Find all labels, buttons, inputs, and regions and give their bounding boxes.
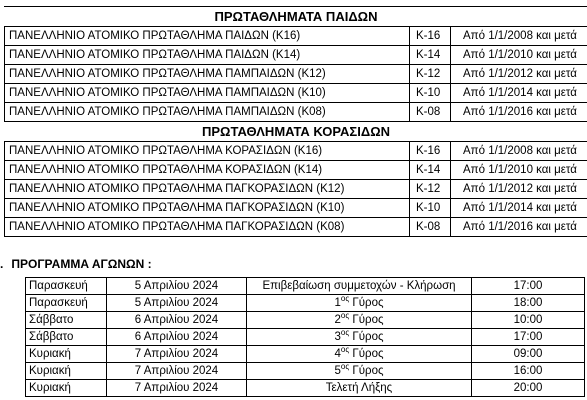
table-row <box>5 27 587 46</box>
schedule-day: Σάββατο <box>26 329 107 346</box>
category-code: Κ-14 <box>410 161 451 180</box>
championship-name: ΠΑΝΕΛΛΗΝΙΟ ΑΤΟΜΙΚΟ ΠΡΩΤΑΘΛΗΜΑ ΠΑΙΔΩΝ (Κ16) <box>5 27 410 46</box>
program-heading <box>0 257 152 271</box>
event-label: 2 <box>334 314 341 326</box>
schedule-date: 5 Απριλίου 2024 <box>107 278 247 295</box>
category-code: Κ-12 <box>410 65 451 84</box>
category-code: Κ-10 <box>410 84 451 103</box>
ordinal-suffix: ος <box>340 311 350 321</box>
birth-date-range: Από 1/1/2010 και μετά <box>451 161 587 180</box>
schedule-event <box>247 380 472 397</box>
schedule-time: 16:00 <box>472 363 585 380</box>
event-label: 5 <box>334 365 341 377</box>
schedule-time: 18:00 <box>472 295 585 312</box>
table-row <box>5 84 587 103</box>
schedule-event <box>247 295 472 312</box>
schedule-date: 5 Απριλίου 2024 <box>107 295 247 312</box>
event-label: Επιβεβαίωση συμμετοχών - Κλήρωση <box>262 280 456 292</box>
table-row <box>26 380 585 397</box>
event-label-rest: Γύρος <box>349 365 384 377</box>
schedule-time: 17:00 <box>472 278 585 295</box>
schedule-day: Κυριακή <box>26 380 107 397</box>
event-label-rest: Γύρος <box>349 331 384 343</box>
table-row <box>5 161 587 180</box>
schedule-day: Κυριακή <box>26 363 107 380</box>
championship-name: ΠΑΝΕΛΛΗΝΙΟ ΑΤΟΜΙΚΟ ΠΡΩΤΑΘΛΗΜΑ ΠΑΓΚΟΡΑΣΙΔΩΝ (Κ12) <box>5 180 410 199</box>
event-label-rest: Γύρος <box>349 314 384 326</box>
category-code: Κ-14 <box>410 46 451 65</box>
table-row <box>26 329 585 346</box>
birth-date-range: Από 1/1/2012 και μετά <box>451 65 587 84</box>
schedule-date: 6 Απριλίου 2024 <box>107 329 247 346</box>
championship-name: ΠΑΝΕΛΛΗΝΙΟ ΑΤΟΜΙΚΟ ΠΡΩΤΑΘΛΗΜΑ ΠΑΜΠΑΙΔΩΝ (Κ12) <box>5 65 410 84</box>
schedule-table <box>25 277 585 397</box>
table-row <box>26 312 585 329</box>
category-code: Κ-16 <box>410 27 451 46</box>
schedule-date: 6 Απριλίου 2024 <box>107 312 247 329</box>
schedule-event <box>247 312 472 329</box>
schedule-event <box>247 278 472 295</box>
category-code: Κ-08 <box>410 218 451 237</box>
table-row <box>5 46 587 65</box>
schedule-day: Κυριακή <box>26 346 107 363</box>
ordinal-suffix: ος <box>340 362 350 372</box>
birth-date-range: Από 1/1/2014 και μετά <box>451 199 587 218</box>
program-title: ΠΡΟΓΡΑΜΜΑ ΑΓΩΝΩΝ : <box>11 257 152 271</box>
event-label: 3 <box>334 331 341 343</box>
birth-date-range: Από 1/1/2008 και μετά <box>451 27 587 46</box>
category-code: Κ-16 <box>410 142 451 161</box>
table-row <box>5 65 587 84</box>
ordinal-suffix: ος <box>340 345 350 355</box>
championships-table <box>4 6 587 237</box>
schedule-event <box>247 329 472 346</box>
schedule-time: 10:00 <box>472 312 585 329</box>
category-code: Κ-10 <box>410 199 451 218</box>
ordinal-suffix: ος <box>340 328 350 338</box>
table-row <box>5 103 587 122</box>
schedule-event <box>247 363 472 380</box>
list-marker: . <box>0 257 4 271</box>
schedule-date: 7 Απριλίου 2024 <box>107 363 247 380</box>
event-label: 4 <box>334 348 341 360</box>
girls-section-header: ΠΡΩΤΑΘΛΗΜΑΤΑ ΚΟΡΑΣΙΔΩΝ <box>5 122 587 142</box>
birth-date-range: Από 1/1/2012 και μετά <box>451 180 587 199</box>
boys-section-header-row <box>5 7 587 27</box>
birth-date-range: Από 1/1/2016 και μετά <box>451 103 587 122</box>
table-row <box>5 142 587 161</box>
birth-date-range: Από 1/1/2010 και μετά <box>451 46 587 65</box>
girls-section-header-row <box>5 122 587 142</box>
schedule-time: 09:00 <box>472 346 585 363</box>
table-row <box>26 346 585 363</box>
birth-date-range: Από 1/1/2016 και μετά <box>451 218 587 237</box>
table-row <box>26 278 585 295</box>
championship-name: ΠΑΝΕΛΛΗΝΙΟ ΑΤΟΜΙΚΟ ΠΡΩΤΑΘΛΗΜΑ ΠΑΜΠΑΙΔΩΝ (Κ08) <box>5 103 410 122</box>
event-label-rest: Γύρος <box>349 348 384 360</box>
schedule-date: 7 Απριλίου 2024 <box>107 346 247 363</box>
schedule-day: Σάββατο <box>26 312 107 329</box>
schedule-time: 17:00 <box>472 329 585 346</box>
category-code: Κ-12 <box>410 180 451 199</box>
schedule-time: 20:00 <box>472 380 585 397</box>
table-row <box>26 363 585 380</box>
schedule-date: 7 Απριλίου 2024 <box>107 380 247 397</box>
table-row <box>5 218 587 237</box>
schedule-event <box>247 346 472 363</box>
table-row <box>26 295 585 312</box>
championship-name: ΠΑΝΕΛΛΗΝΙΟ ΑΤΟΜΙΚΟ ΠΡΩΤΑΘΛΗΜΑ ΚΟΡΑΣΙΔΩΝ (Κ16) <box>5 142 410 161</box>
schedule-day: Παρασκευή <box>26 295 107 312</box>
championship-name: ΠΑΝΕΛΛΗΝΙΟ ΑΤΟΜΙΚΟ ΠΡΩΤΑΘΛΗΜΑ ΚΟΡΑΣΙΔΩΝ (Κ14) <box>5 161 410 180</box>
championship-name: ΠΑΝΕΛΛΗΝΙΟ ΑΤΟΜΙΚΟ ΠΡΩΤΑΘΛΗΜΑ ΠΑΓΚΟΡΑΣΙΔΩΝ (Κ08) <box>5 218 410 237</box>
event-label-rest: Γύρος <box>349 297 384 309</box>
table-row <box>5 199 587 218</box>
boys-section-header: ΠΡΩΤΑΘΛΗΜΑΤΑ ΠΑΙΔΩΝ <box>5 7 587 27</box>
championship-name: ΠΑΝΕΛΛΗΝΙΟ ΑΤΟΜΙΚΟ ΠΡΩΤΑΘΛΗΜΑ ΠΑΜΠΑΙΔΩΝ (Κ10) <box>5 84 410 103</box>
table-row <box>5 180 587 199</box>
birth-date-range: Από 1/1/2014 και μετά <box>451 84 587 103</box>
schedule-day: Παρασκευή <box>26 278 107 295</box>
category-code: Κ-08 <box>410 103 451 122</box>
ordinal-suffix: ος <box>340 294 350 304</box>
birth-date-range: Από 1/1/2008 και μετά <box>451 142 587 161</box>
championship-name: ΠΑΝΕΛΛΗΝΙΟ ΑΤΟΜΙΚΟ ΠΡΩΤΑΘΛΗΜΑ ΠΑΓΚΟΡΑΣΙΔΩΝ (Κ10) <box>5 199 410 218</box>
event-label: 1 <box>334 297 341 309</box>
championship-name: ΠΑΝΕΛΛΗΝΙΟ ΑΤΟΜΙΚΟ ΠΡΩΤΑΘΛΗΜΑ ΠΑΙΔΩΝ (Κ14) <box>5 46 410 65</box>
event-label: Τελετή Λήξης <box>325 382 393 394</box>
